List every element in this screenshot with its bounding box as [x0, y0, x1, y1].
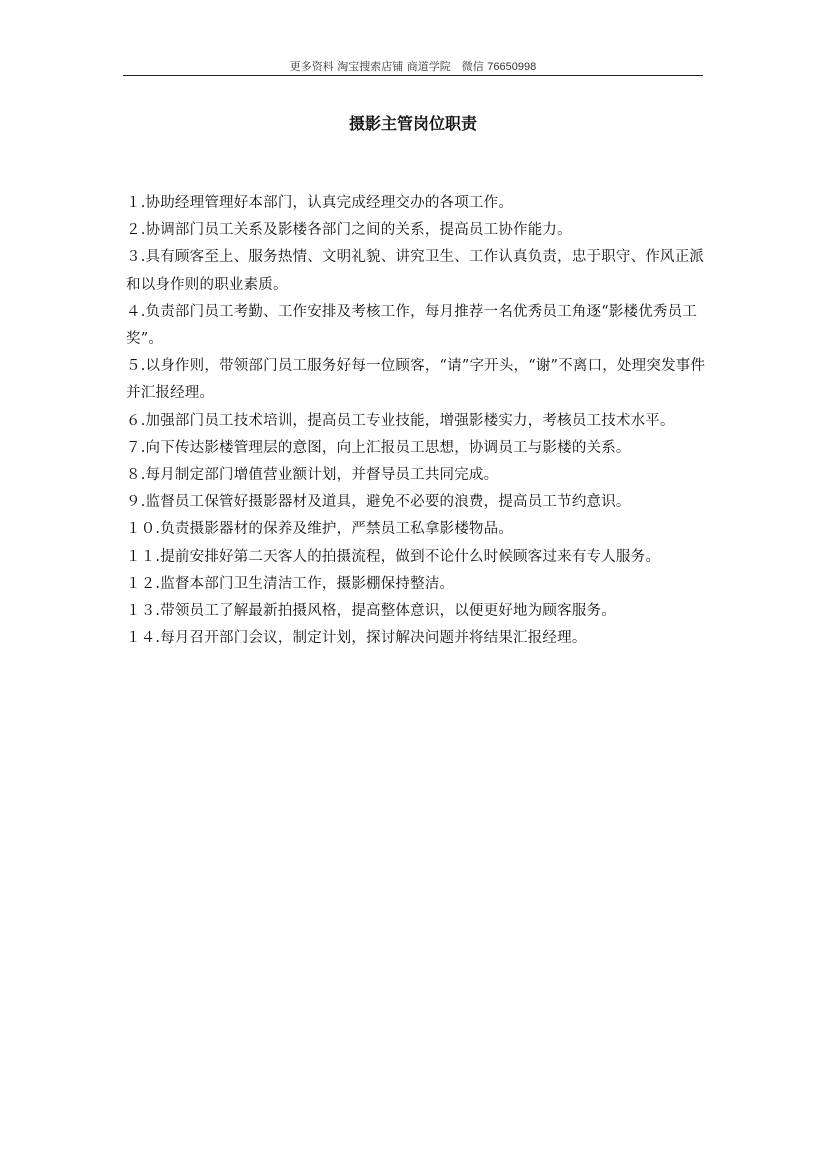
item-number: ５. — [126, 358, 146, 375]
item-number: １４. — [126, 630, 161, 647]
item-number: ７. — [126, 439, 146, 456]
item-number: １２. — [126, 575, 161, 592]
item-text: 监督员工保管好摄影器材及道具，避免不必要的浪费，提高员工节约意识。 — [145, 494, 631, 511]
list-item — [126, 190, 706, 217]
item-number: ４. — [126, 303, 146, 320]
list-item — [126, 408, 706, 435]
list-item — [126, 544, 706, 571]
item-text: 负责摄影器材的保养及维护，严禁员工私拿影楼物品。 — [160, 521, 514, 538]
page-header — [123, 58, 703, 76]
list-item — [126, 516, 706, 543]
header-text: 更多资料 淘宝搜索店铺 商道学院 微信 — [289, 60, 484, 73]
item-text: 提前安排好第二天客人的拍摄流程，做到不论什么时候顾客过来有专人服务。 — [160, 548, 661, 565]
duty-list — [126, 190, 706, 652]
item-number: １３. — [126, 603, 161, 620]
document-title: 摄影主管岗位职责 — [348, 114, 477, 133]
item-text: 协助经理管理好本部门，认真完成经理交办的各项工作。 — [145, 195, 514, 211]
item-number: ８. — [126, 467, 146, 484]
list-item — [126, 299, 706, 353]
item-number: １. — [126, 195, 146, 211]
list-item — [126, 489, 706, 516]
list-item — [126, 217, 706, 244]
list-item — [126, 598, 706, 625]
item-text: 带领员工了解最新拍摄风格，提高整体意识，以便更好地为顾客服务。 — [160, 603, 616, 620]
item-text: 每月制定部门增值营业额计划，并督导员工共同完成。 — [145, 467, 499, 484]
item-text: 向下传达影楼管理层的意图，向上汇报员工思想，协调员工与影楼的关系。 — [145, 439, 631, 456]
item-number: ９. — [126, 494, 146, 511]
item-text: 协调部门员工关系及影楼各部门之间的关系，提高员工协作能力。 — [145, 222, 572, 239]
list-item — [126, 435, 706, 462]
item-text: 监督本部门卫生清洁工作，摄影棚保持整洁。 — [160, 575, 455, 592]
list-item — [126, 625, 706, 652]
list-item — [126, 571, 706, 598]
item-text: 加强部门员工技术培训，提高员工专业技能，增强影楼实力，考核员工技术水平。 — [145, 412, 675, 429]
item-text: 以身作则，带领部门员工服务好每一位顾客，“请”字开头，“谢”不离口，处理突发事件并汇报经理。 — [126, 358, 706, 402]
list-item — [126, 462, 706, 489]
list-item — [126, 244, 706, 298]
item-text: 负责部门员工考勤、工作安排及考核工作，每月推荐一名优秀员工角逐“影楼优秀员工奖”。 — [126, 303, 698, 348]
item-number: １１. — [126, 548, 161, 565]
list-item — [126, 353, 706, 407]
item-number: １０. — [126, 521, 161, 538]
item-text: 具有顾客至上、服务热情、文明礼貌、讲究卫生、工作认真负责，忠于职守、作风正派和以身作则的职业素质。 — [126, 249, 705, 293]
wechat-number: 76650998 — [487, 61, 537, 73]
item-number: ６. — [126, 412, 146, 429]
item-text: 每月召开部门会议，制定计划，探讨解决问题并将结果汇报经理。 — [160, 630, 587, 647]
item-number: ２. — [126, 222, 146, 239]
item-number: ３. — [126, 249, 146, 266]
